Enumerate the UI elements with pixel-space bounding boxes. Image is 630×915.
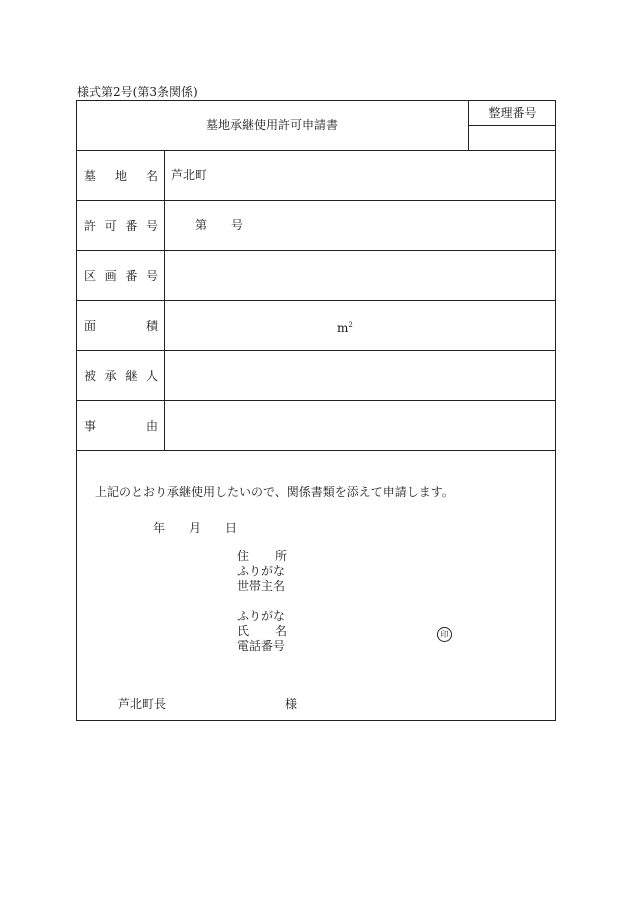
row-kyoka-bango	[77, 200, 555, 251]
form-number: 様式第2号(第3条関係)	[77, 85, 198, 99]
label-hi-shokeinin: 被 承 継 人	[84, 368, 158, 383]
phone-label: 電話番号	[237, 639, 286, 653]
honorific: 様	[285, 697, 298, 711]
label-menseki: 面 積	[84, 318, 158, 333]
name-label: 氏 名	[237, 624, 287, 638]
unit-square-meter: $m^2$	[337, 321, 353, 335]
addressee: 芦北町長	[118, 697, 167, 711]
application-form	[76, 100, 556, 721]
seal-mark-icon: 印	[437, 627, 452, 642]
furigana-label-1: ふりがな	[237, 564, 286, 578]
household-head-label: 世帯主名	[237, 579, 286, 593]
row-jiyu	[77, 400, 555, 451]
value-kyoka-bango[interactable]: 第 号	[195, 218, 244, 232]
applicant-block	[237, 549, 287, 654]
form-title: 墓地承継使用許可申請書	[205, 118, 338, 132]
label-kyoka-bango: 許 可 番 号	[84, 218, 158, 233]
declaration-text: 上記のとおり承継使用したいので、関係書類を添えて申請します。	[95, 485, 454, 499]
label-kukaku-bango: 区 画 番 号	[84, 268, 158, 283]
label-jiyu: 事 由	[84, 418, 158, 433]
row-kukaku-bango	[77, 250, 555, 301]
seiri-bango-box	[468, 101, 556, 150]
address-label: 住 所	[237, 549, 287, 563]
label-bochi-mei: 墓 地 名	[84, 168, 158, 183]
row-hi-shokeinin	[77, 350, 555, 401]
value-bochi-mei[interactable]: 芦北町	[171, 168, 208, 182]
date-line[interactable]: 年 月 日	[153, 521, 238, 535]
row-menseki	[77, 300, 555, 351]
seiri-bango-label: 整理番号	[469, 101, 556, 126]
row-bochi-mei	[77, 150, 555, 201]
title-row	[77, 101, 555, 151]
furigana-label-2: ふりがな	[237, 609, 286, 623]
